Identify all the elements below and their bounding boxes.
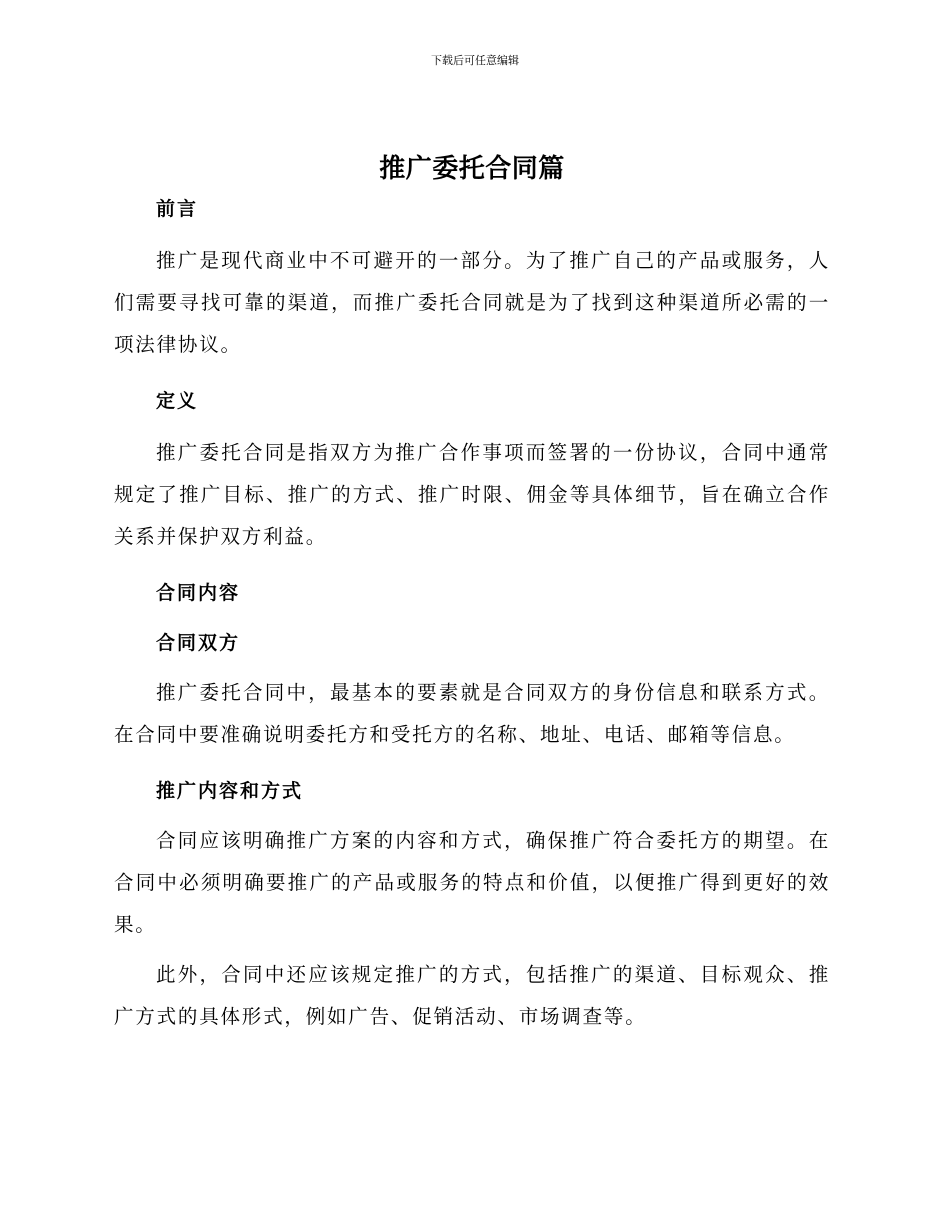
section-heading-definition: 定义 [156, 390, 199, 412]
paragraph-intro: 推广是现代商业中不可避开的一部分。为了推广自己的产品或服务，人们需要寻找可靠的渠道，而推广委托合同就是为了找到这种渠道所必需的一项法律协议。 [114, 249, 830, 356]
page-header-note: 下载后可任意编辑 [431, 54, 519, 67]
section-heading-intro: 前言 [156, 198, 199, 220]
paragraph-definition: 推广委托合同是指双方为推广合作事项而签署的一份协议，合同中通常规定了推广目标、推广的方式、推广时限、佣金等具体细节，旨在确立合作关系并保护双方利益。 [114, 441, 830, 548]
section-heading-contract-parties: 合同双方 [156, 632, 241, 654]
paragraph-promotion-method-2: 此外，合同中还应该规定推广的方式，包括推广的渠道、目标观众、推广方式的具体形式，例如广告、促销活动、市场调查等。 [114, 963, 830, 1028]
section-heading-contract-content: 合同内容 [156, 582, 241, 604]
document-body [114, 150, 830, 1038]
paragraph-promotion-method-1: 合同应该明确推广方案的内容和方式，确保推广符合委托方的期望。在合同中必须明确要推广的产品或服务的特点和价值，以便推广得到更好的效果。 [114, 829, 830, 936]
paragraph-contract-parties: 推广委托合同中，最基本的要素就是合同双方的身份信息和联系方式。在合同中要准确说明委托方和受托方的名称、地址、电话、邮箱等信息。 [114, 681, 830, 746]
section-heading-promotion-method: 推广内容和方式 [156, 780, 304, 802]
document-title: 推广委托合同篇 [379, 154, 565, 184]
